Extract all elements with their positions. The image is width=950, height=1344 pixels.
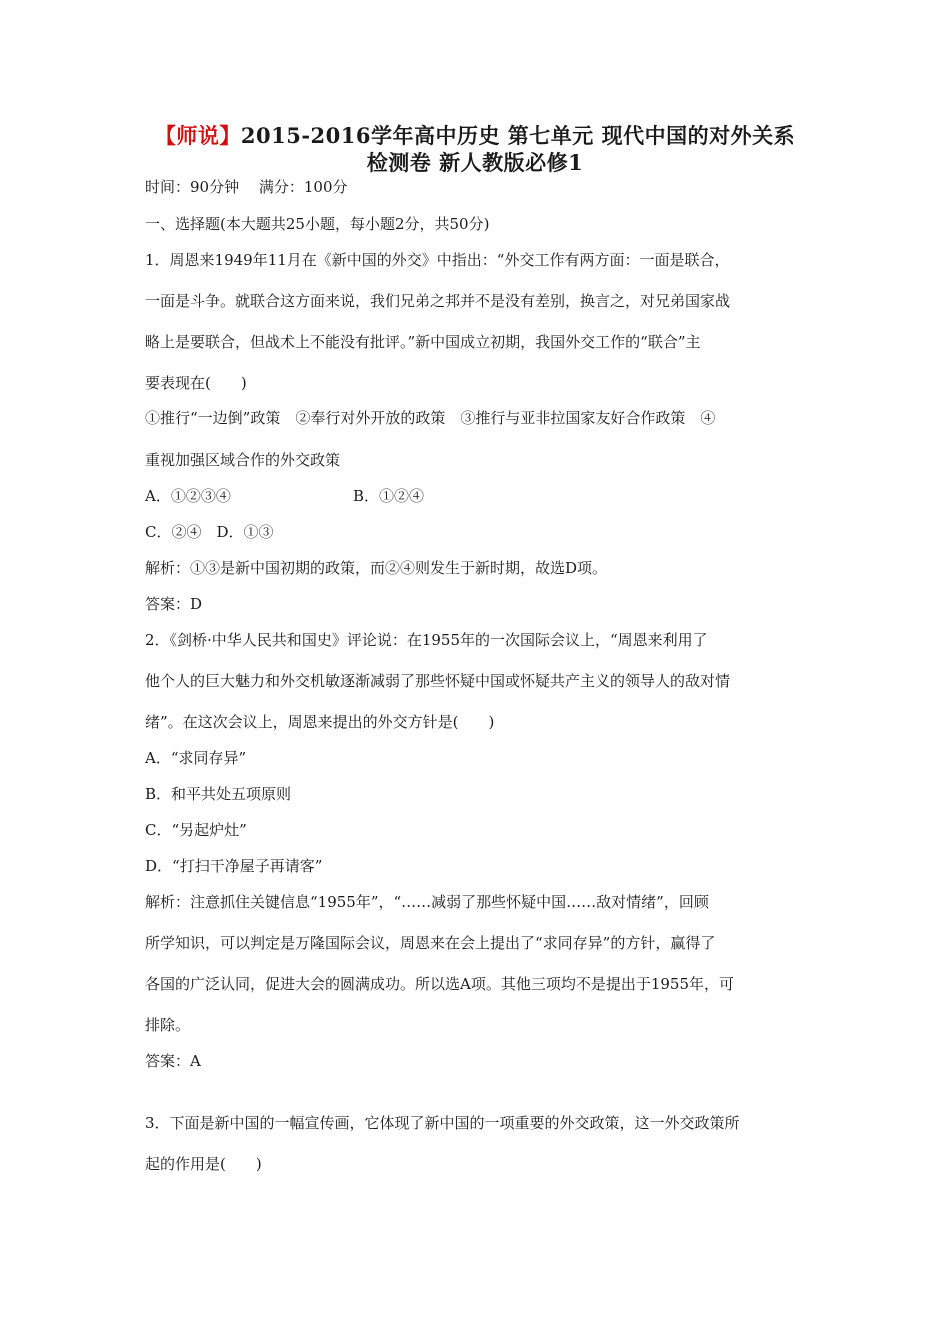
q2-option-a: A．“求同存异” (145, 749, 247, 767)
q2-analysis-line: 所学知识，可以判定是万隆国际会议，周恩来在会上提出了“求同存异”的方针，赢得了 (145, 934, 716, 952)
q2-analysis-line: 各国的广泛认同，促进大会的圆满成功。所以选A项。其他三项均不是提出于1955年，可 (145, 975, 735, 993)
q1-items-line: 重视加强区域合作的外交政策 (145, 451, 341, 469)
q1-stem-line: 一面是斗争。就联合这方面来说，我们兄弟之邦并不是没有差别，换言之，对兄弟国家战 (145, 292, 731, 310)
q2-option-c: C．“另起炉灶” (145, 821, 247, 839)
q1-option-b: B．①②④ (353, 487, 425, 505)
q3-stem-line: 3．下面是新中国的一幅宣传画，它体现了新中国的一项重要的外交政策，这一外交政策所 (145, 1114, 740, 1132)
q2-analysis-line: 解析：注意抓住关键信息“1955年”，“……减弱了那些怀疑中国……敌对情绪”，回顾 (145, 893, 709, 911)
q1-stem-line: 略上是要联合，但战术上不能没有批评。”新中国成立初期，我国外交工作的“联合”主 (145, 333, 701, 351)
q1-answer: 答案：D (145, 595, 203, 613)
title-bracket-open: 【 (154, 123, 177, 148)
q2-answer: 答案：A (145, 1052, 201, 1070)
q2-stem-line: 2．《剑桥·中华人民共和国史》评论说：在1955年的一次国际会议上，“周恩来利用了 (145, 631, 708, 649)
q1-stem-line: 要表现在( ) (145, 374, 247, 392)
title-brand: 师说 (176, 123, 220, 148)
q1-items-line: ①推行“一边倒”政策 ②奉行对外开放的政策 ③推行与亚非拉国家友好合作政策 ④ (145, 409, 716, 427)
q2-stem-line: 他个人的巨大魅力和外交机敏逐渐减弱了那些怀疑中国或怀疑共产主义的领导人的敌对情 (145, 672, 731, 690)
title-text: 2015-2016学年高中历史 第七单元 现代中国的对外关系 (240, 123, 796, 148)
q2-analysis-line: 排除。 (145, 1016, 191, 1034)
q1-option-a: A．①②③④ (145, 487, 231, 505)
title-bracket-close: 】 (219, 123, 241, 148)
section-heading: 一、选择题(本大题共25小题，每小题2分，共50分) (145, 215, 490, 233)
q2-stem-line: 绪”。在这次会议上，周恩来提出的外交方针是( ) (145, 713, 495, 731)
document-title-line-1 (140, 122, 810, 149)
q2-option-d: D．“打扫干净屋子再请客” (145, 857, 323, 875)
q1-analysis: 解析：①③是新中国初期的政策，而②④则发生于新时期，故选D项。 (145, 559, 608, 577)
q1-stem-line: 1．周恩来1949年11月在《新中国的外交》中指出：“外交工作有两方面：一面是联合， (145, 251, 730, 269)
q3-stem-line: 起的作用是( ) (145, 1155, 262, 1173)
exam-time-score: 时间：90分钟 满分：100分 (145, 178, 348, 196)
document-title-line-2: 检测卷 新人教版必修1 (366, 150, 584, 175)
q1-options-cd: C．②④ D．①③ (145, 523, 274, 541)
q2-option-b: B．和平共处五项原则 (145, 785, 292, 803)
